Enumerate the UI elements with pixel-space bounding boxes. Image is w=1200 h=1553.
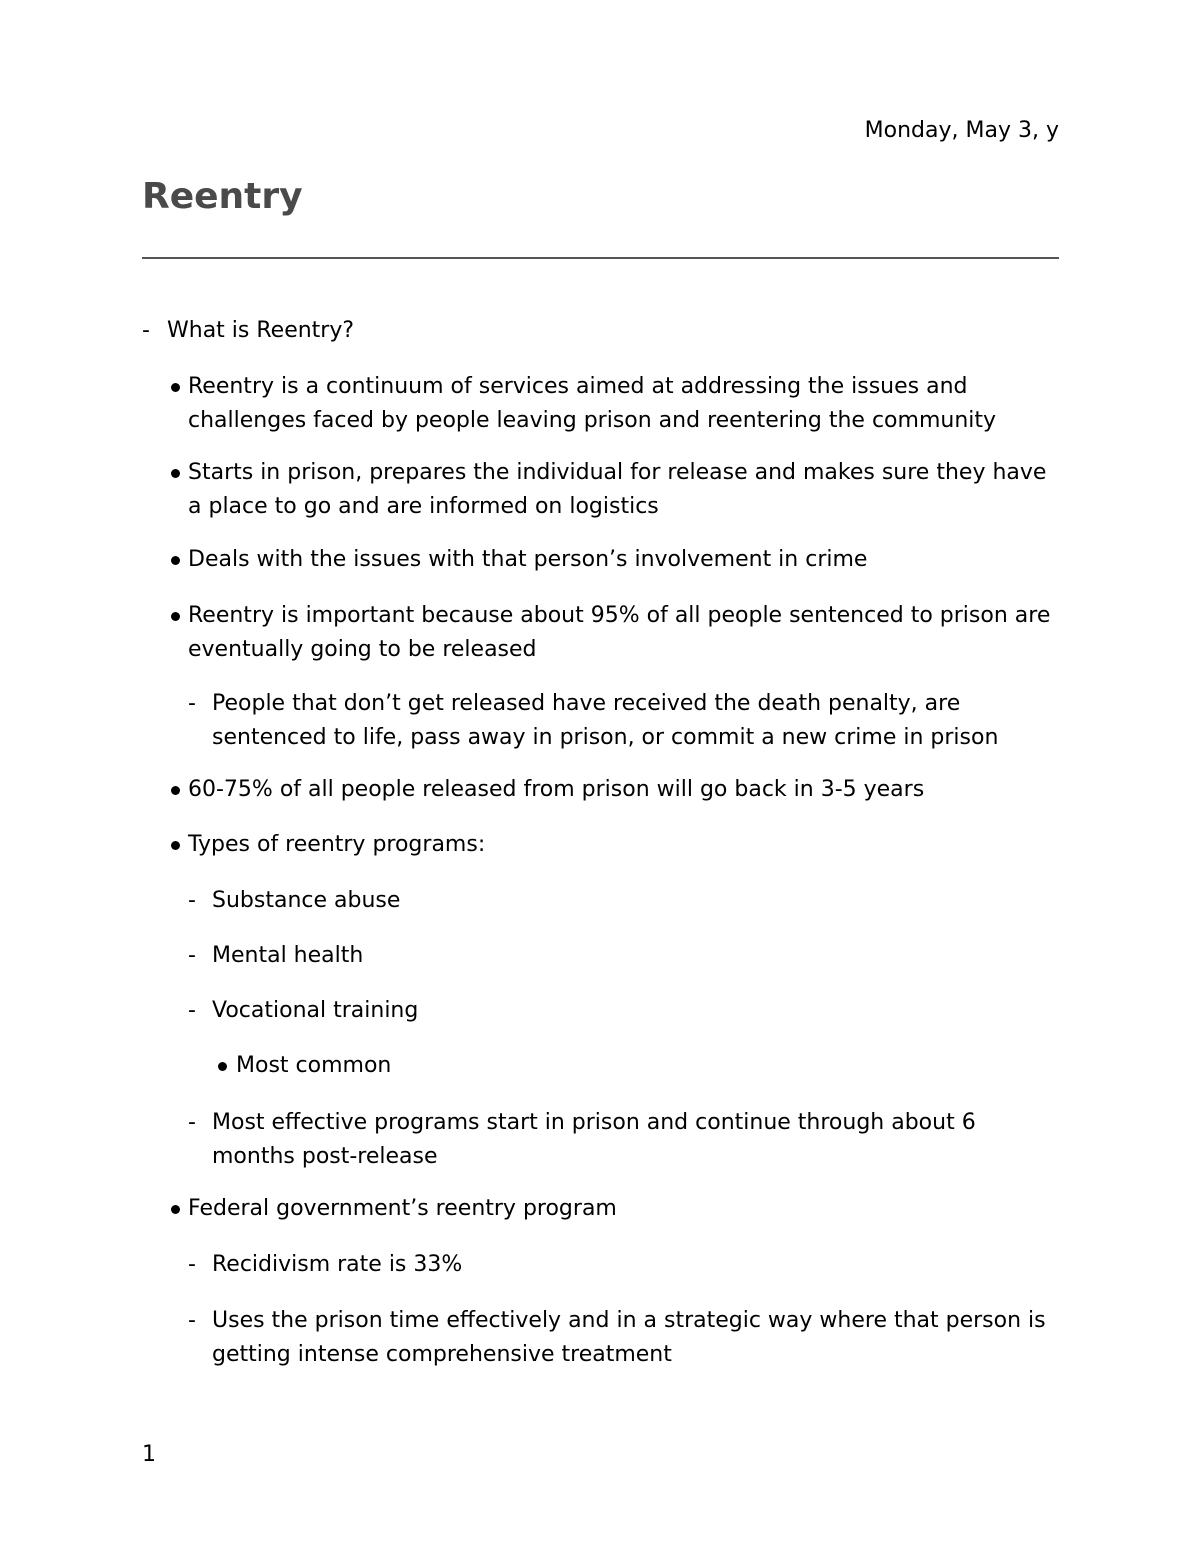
dash-marker: - bbox=[188, 998, 196, 1023]
list-item bbox=[188, 884, 1059, 918]
list-item-text: Recidivism rate is 33% bbox=[212, 1252, 463, 1277]
list-item bbox=[188, 939, 1059, 973]
title-divider bbox=[142, 257, 1059, 259]
bullet-marker bbox=[171, 1205, 180, 1214]
dash-marker: - bbox=[142, 318, 150, 343]
list-item bbox=[166, 773, 1059, 807]
list-item-text: Deals with the issues with that person’s involvement in crime bbox=[188, 547, 868, 572]
document-date: Monday, May 3, y bbox=[864, 118, 1059, 143]
list-item bbox=[166, 456, 1059, 524]
dash-marker: - bbox=[188, 888, 196, 913]
list-item bbox=[213, 1049, 1059, 1083]
list-item bbox=[166, 370, 1059, 438]
bullet-marker bbox=[171, 556, 180, 565]
list-item-text: 60-75% of all people released from prison will go back in 3-5 years bbox=[188, 777, 925, 802]
list-item bbox=[188, 687, 1059, 755]
list-item-text: Types of reentry programs: bbox=[188, 832, 486, 857]
list-item-text: Starts in prison, prepares the individual for release and makes sure they have a place to go and are informed on logistics bbox=[188, 460, 1047, 519]
dash-marker: - bbox=[188, 1308, 196, 1333]
outline-heading bbox=[142, 314, 1059, 348]
bullet-marker bbox=[171, 786, 180, 795]
dash-marker: - bbox=[188, 691, 196, 716]
dash-marker: - bbox=[188, 943, 196, 968]
list-item-text: Substance abuse bbox=[212, 888, 401, 913]
list-item bbox=[188, 994, 1059, 1028]
page-number: 1 bbox=[142, 1442, 156, 1467]
list-item bbox=[188, 1304, 1059, 1372]
list-item-text: Most effective programs start in prison and continue through about 6 months post-release bbox=[212, 1110, 976, 1169]
list-item bbox=[166, 543, 1059, 577]
bullet-marker bbox=[171, 469, 180, 478]
list-item bbox=[188, 1106, 1059, 1174]
list-item-text: Reentry is important because about 95% of all people sentenced to prison are eventually going to be released bbox=[188, 603, 1051, 662]
bullet-marker bbox=[171, 612, 180, 621]
list-item bbox=[188, 1248, 1059, 1282]
bullet-marker bbox=[218, 1062, 227, 1071]
outline-heading-text: What is Reentry? bbox=[167, 318, 355, 343]
list-item-text: Federal government’s reentry program bbox=[188, 1196, 617, 1221]
dash-marker: - bbox=[188, 1252, 196, 1277]
list-item-text: Mental health bbox=[212, 943, 364, 968]
list-item-text: Reentry is a continuum of services aimed at addressing the issues and challenges faced by people leaving prison and reentering the community bbox=[188, 374, 997, 433]
list-item-text: Vocational training bbox=[212, 998, 419, 1023]
list-item-text: Most common bbox=[236, 1053, 392, 1078]
list-item-text: Uses the prison time effectively and in a strategic way where that person is getting intense comprehensive treatment bbox=[212, 1308, 1046, 1367]
dash-marker: - bbox=[188, 1110, 196, 1135]
document-title: Reentry bbox=[142, 176, 303, 217]
list-item-text: People that don’t get released have received the death penalty, are sentenced to life, pass away in prison, or commit a new crime in prison bbox=[212, 691, 999, 750]
bullet-marker bbox=[171, 383, 180, 392]
list-item bbox=[166, 599, 1059, 667]
list-item bbox=[166, 1192, 1059, 1226]
list-item bbox=[166, 828, 1059, 862]
bullet-marker bbox=[171, 841, 180, 850]
